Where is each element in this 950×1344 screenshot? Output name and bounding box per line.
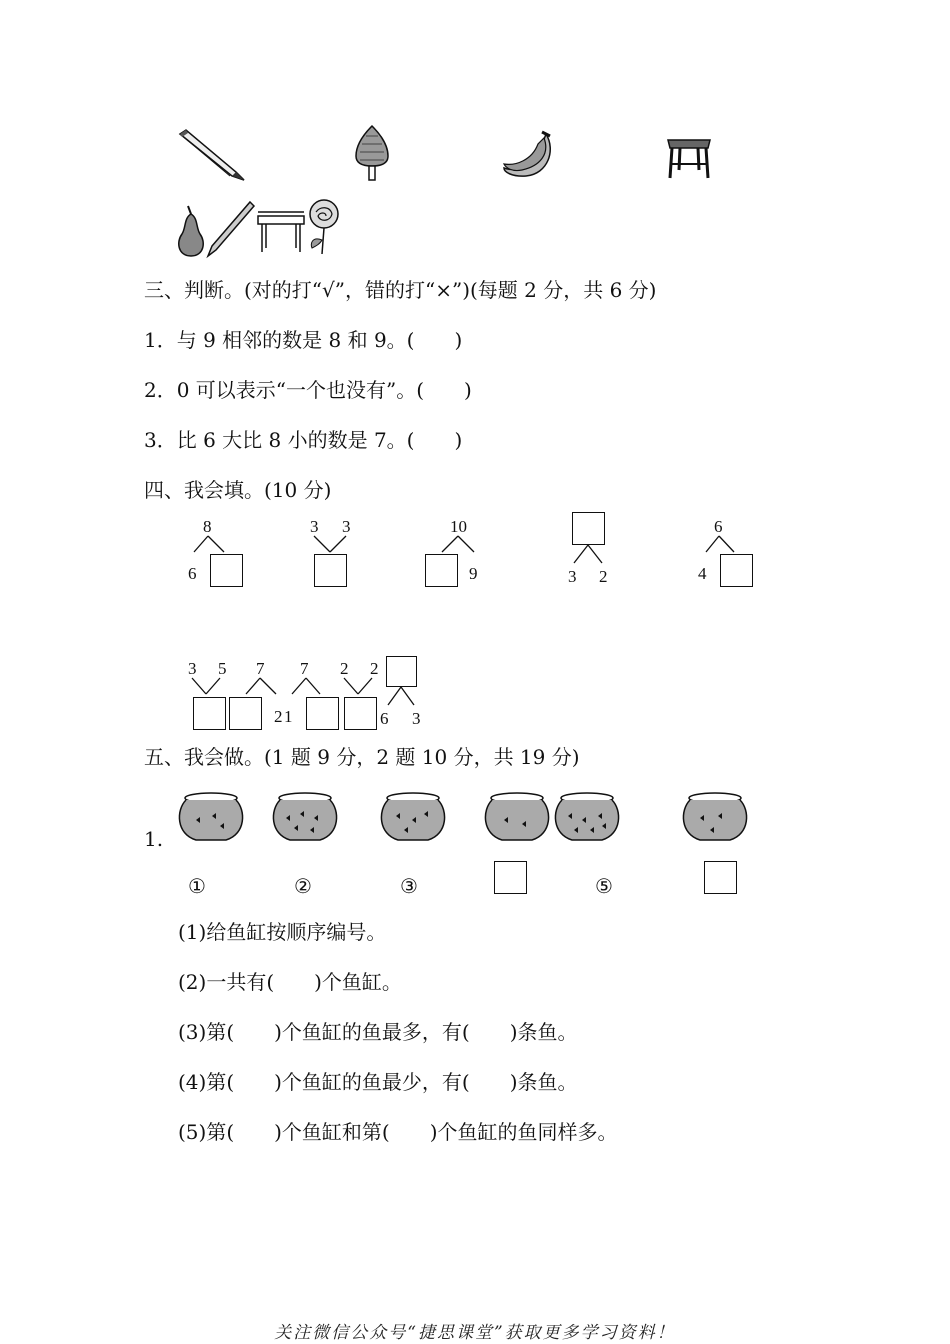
row2-d-answer-box[interactable] [344,697,377,730]
row2-a-left: 3 [188,659,197,678]
tree1-top: 8 [203,517,212,536]
row2-d-left: 2 [340,659,349,678]
row2-e-branches [384,687,424,709]
tree4-left: 3 [568,567,577,586]
sub-question-1: (1)给鱼缸按顺序编号。 [178,920,387,944]
row2-a-branches [190,678,230,698]
tree1-branches [190,536,240,556]
question-5-1-number: 1. [144,827,164,851]
row2-e-answer-box[interactable] [386,656,417,687]
sub-question-2: (2)一共有( )个鱼缸。 [178,970,402,994]
tree5-left: 4 [698,564,707,583]
footer-note: 关注微信公众号“捷思课堂”获取更多学习资料！ [274,1323,676,1343]
tree2-right: 3 [342,517,351,536]
row2-a-answer-box[interactable] [193,697,226,730]
bowl-4-answer-box[interactable] [494,861,527,894]
section-five-title: 五、我会做。(1 题 9 分，2 题 10 分，共 19 分) [144,745,580,769]
tree4-branches [570,545,610,567]
tree4-right: 2 [599,567,608,586]
tree3-right: 9 [469,564,478,583]
bowl-label-3: ③ [400,874,418,898]
row2-c-branches [290,678,334,698]
bowl-label-5: ⑤ [595,874,613,898]
tree-icon [352,124,392,182]
fish-bowl-3 [378,790,448,844]
section-four-title: 四、我会填。(10 分) [144,478,332,502]
row2-e-right: 3 [412,709,421,728]
sub-question-5: (5)第( )个鱼缸和第( )个鱼缸的鱼同样多。 [178,1120,618,1144]
row2-b-top: 7 [256,659,265,678]
row2-d-branches [342,678,382,698]
pear-icon [174,206,208,258]
banana-icon [500,130,556,182]
row2-b-branches [236,678,286,698]
tree3-top: 10 [450,517,467,536]
flower-icon [304,198,342,256]
row2-b-bottom: 2 [274,707,283,726]
sub-question-3: (3)第( )个鱼缸的鱼最多，有( )条鱼。 [178,1020,578,1044]
tree5-top: 6 [714,517,723,536]
tree5-branches [702,536,752,556]
fish-bowl-1 [176,790,246,844]
row2-c-answer-box[interactable] [306,697,339,730]
tree2-left: 3 [310,517,319,536]
row2-b-bottom2: 1 [284,707,293,726]
question-3-2: 2．0 可以表示“一个也没有”。( ) [144,378,472,402]
desk-icon [256,208,306,254]
sub-question-4: (4)第( )个鱼缸的鱼最少，有( )条鱼。 [178,1070,578,1094]
tree3-branches [424,536,484,556]
pencil-icon [176,128,246,182]
bowl-label-2: ② [294,874,312,898]
section-three-title: 三、判断。(对的打“√”，错的打“×”)(每题 2 分，共 6 分) [144,278,657,302]
row2-d-right: 2 [370,659,379,678]
fish-bowl-2 [270,790,340,844]
tree2-branches [312,536,352,556]
tree1-answer-box[interactable] [210,554,243,587]
fish-bowl-4 [482,790,552,844]
question-3-1: 1．与 9 相邻的数是 8 和 9。( ) [144,328,463,352]
row2-b-answer-box[interactable] [229,697,262,730]
fish-bowl-5 [552,790,622,844]
pencil-icon-2 [206,200,256,258]
row2-a-right: 5 [218,659,227,678]
tree2-answer-box[interactable] [314,554,347,587]
fish-bowl-6 [680,790,750,844]
row2-c-top: 7 [300,659,309,678]
bowl-6-answer-box[interactable] [704,861,737,894]
tree5-answer-box[interactable] [720,554,753,587]
bowl-label-1: ① [188,874,206,898]
tree1-left: 6 [188,564,197,583]
question-3-3: 3．比 6 大比 8 小的数是 7。( ) [144,428,463,452]
row2-e-left: 6 [380,709,389,728]
tree4-answer-box[interactable] [572,512,605,545]
stool-icon [664,134,714,180]
tree3-answer-box[interactable] [425,554,458,587]
